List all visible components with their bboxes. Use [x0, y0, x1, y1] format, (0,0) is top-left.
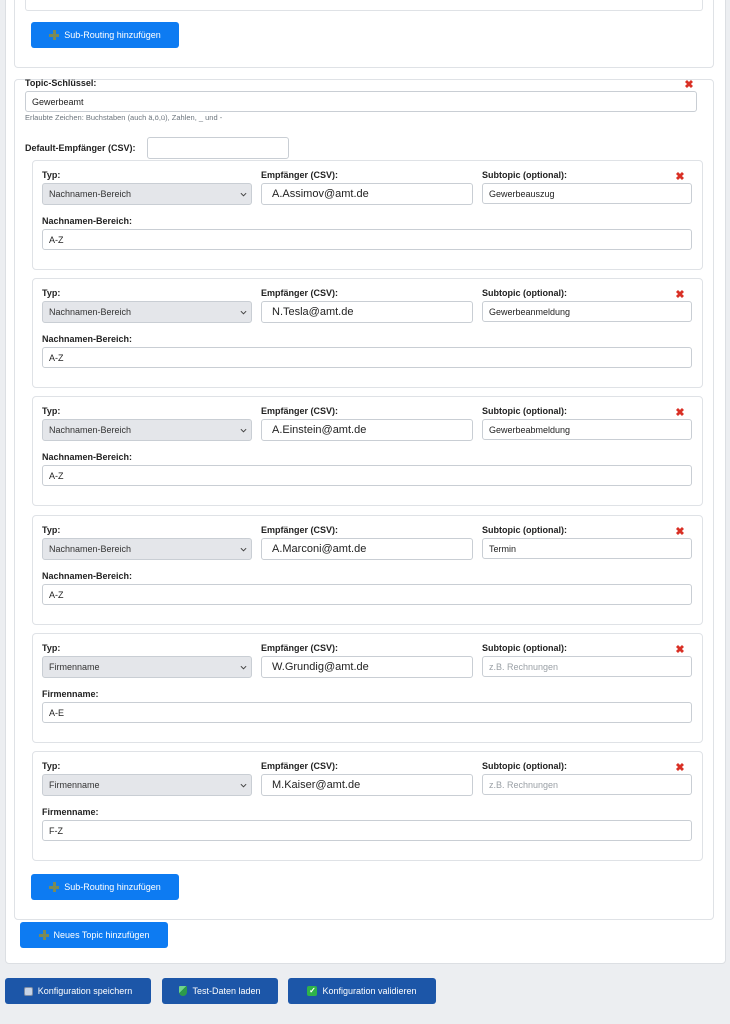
range-input[interactable]: A-Z — [42, 347, 692, 368]
add-subrouting-button[interactable] — [31, 874, 179, 900]
add-subrouting-label: Sub-Routing hinzufügen — [64, 30, 161, 40]
type-select-value: Nachnamen-Bereich — [49, 544, 132, 554]
recipient-input[interactable]: A.Assimov@amt.de — [261, 183, 473, 205]
subtopic-label: Subtopic (optional): — [482, 170, 567, 180]
range-label: Firmenname: — [42, 807, 99, 817]
subtopic-label: Subtopic (optional): — [482, 643, 567, 653]
delete-subrouting-icon[interactable]: ✖ — [675, 762, 685, 774]
recipient-input[interactable]: A.Marconi@amt.de — [261, 538, 473, 560]
recipient-input[interactable]: W.Grundig@amt.de — [261, 656, 473, 678]
type-label: Typ: — [42, 525, 61, 535]
subrouting-card — [32, 396, 703, 506]
subrouting-card — [32, 633, 703, 743]
load-test-data-label: Test-Daten laden — [192, 986, 261, 996]
subtopic-input[interactable]: Termin — [482, 538, 692, 559]
subrouting-card — [32, 278, 703, 388]
plus-icon — [49, 30, 59, 40]
load-test-data-button[interactable] — [162, 978, 278, 1004]
subtopic-label: Subtopic (optional): — [482, 525, 567, 535]
delete-topic-icon[interactable]: ✖ — [684, 79, 694, 91]
default-recipient-input[interactable] — [147, 137, 289, 159]
save-config-button[interactable] — [5, 978, 151, 1004]
recipient-input[interactable]: M.Kaiser@amt.de — [261, 774, 473, 796]
type-label: Typ: — [42, 761, 61, 771]
topic-key-input[interactable]: Gewerbeamt — [25, 91, 697, 112]
type-select[interactable] — [42, 538, 252, 560]
default-recipient-label: Default-Empfänger (CSV): — [25, 143, 136, 153]
type-select[interactable] — [42, 301, 252, 323]
type-select-value: Nachnamen-Bereich — [49, 425, 132, 435]
recipient-input[interactable]: N.Tesla@amt.de — [261, 301, 473, 323]
chevron-down-icon — [240, 782, 247, 789]
type-select[interactable] — [42, 774, 252, 796]
recipient-label: Empfänger (CSV): — [261, 170, 339, 180]
type-select-value: Firmenname — [49, 780, 100, 790]
range-input[interactable]: A-E — [42, 702, 692, 723]
type-select[interactable] — [42, 656, 252, 678]
plus-icon — [49, 882, 59, 892]
range-label: Nachnamen-Bereich: — [42, 216, 133, 226]
topic-key-label: Topic-Schlüssel: — [25, 78, 97, 88]
subtopic-input[interactable]: z.B. Rechnungen — [482, 774, 692, 795]
recipient-label: Empfänger (CSV): — [261, 288, 339, 298]
add-subrouting-button-top[interactable] — [31, 22, 179, 48]
subrouting-card — [32, 751, 703, 861]
subtopic-label: Subtopic (optional): — [482, 288, 567, 298]
type-select-value: Nachnamen-Bereich — [49, 189, 132, 199]
range-input[interactable]: F-Z — [42, 820, 692, 841]
delete-subrouting-icon[interactable]: ✖ — [675, 644, 685, 656]
range-input[interactable]: A-Z — [42, 465, 692, 486]
recipient-label: Empfänger (CSV): — [261, 761, 339, 771]
test-tube-icon — [179, 986, 187, 996]
type-select[interactable] — [42, 183, 252, 205]
type-select-value: Firmenname — [49, 662, 100, 672]
type-label: Typ: — [42, 170, 61, 180]
type-select-value: Nachnamen-Bereich — [49, 307, 132, 317]
add-topic-label: Neues Topic hinzufügen — [53, 930, 150, 940]
topic-key-hint: Erlaubte Zeichen: Buchstaben (auch ä,ö,ü), Zahlen, _ und - — [25, 113, 223, 122]
previous-topic-card — [14, 0, 714, 68]
chevron-down-icon — [240, 664, 247, 671]
chevron-down-icon — [240, 191, 247, 198]
recipient-label: Empfänger (CSV): — [261, 406, 339, 416]
subtopic-label: Subtopic (optional): — [482, 406, 567, 416]
chevron-down-icon — [240, 309, 247, 316]
range-label: Firmenname: — [42, 689, 99, 699]
chevron-down-icon — [240, 546, 247, 553]
range-label: Nachnamen-Bereich: — [42, 571, 133, 581]
previous-subrouting-card — [25, 0, 703, 11]
recipient-input[interactable]: A.Einstein@amt.de — [261, 419, 473, 441]
validate-config-label: Konfiguration validieren — [322, 986, 417, 996]
floppy-disk-icon — [24, 987, 33, 996]
add-topic-button[interactable] — [20, 922, 168, 948]
type-label: Typ: — [42, 406, 61, 416]
chevron-down-icon — [240, 427, 247, 434]
subtopic-input[interactable]: z.B. Rechnungen — [482, 656, 692, 677]
type-label: Typ: — [42, 288, 61, 298]
subtopic-input[interactable]: Gewerbeabmeldung — [482, 419, 692, 440]
subrouting-card — [32, 515, 703, 625]
validate-config-button[interactable] — [288, 978, 436, 1004]
type-label: Typ: — [42, 643, 61, 653]
topic-card — [14, 79, 714, 920]
subtopic-input[interactable]: Gewerbeauszug — [482, 183, 692, 204]
plus-icon — [39, 930, 49, 940]
range-label: Nachnamen-Bereich: — [42, 334, 133, 344]
recipient-label: Empfänger (CSV): — [261, 525, 339, 535]
save-config-label: Konfiguration speichern — [37, 986, 133, 996]
range-input[interactable]: A-Z — [42, 229, 692, 250]
subtopic-input[interactable]: Gewerbeanmeldung — [482, 301, 692, 322]
subtopic-label: Subtopic (optional): — [482, 761, 567, 771]
range-input[interactable]: A-Z — [42, 584, 692, 605]
delete-subrouting-icon[interactable]: ✖ — [675, 526, 685, 538]
type-select[interactable] — [42, 419, 252, 441]
subrouting-card — [32, 160, 703, 270]
checkmark-icon: ✓ — [309, 986, 316, 995]
delete-subrouting-icon[interactable]: ✖ — [675, 289, 685, 301]
delete-subrouting-icon[interactable]: ✖ — [675, 171, 685, 183]
add-subrouting-label: Sub-Routing hinzufügen — [64, 882, 161, 892]
range-label: Nachnamen-Bereich: — [42, 452, 133, 462]
delete-subrouting-icon[interactable]: ✖ — [675, 407, 685, 419]
recipient-label: Empfänger (CSV): — [261, 643, 339, 653]
